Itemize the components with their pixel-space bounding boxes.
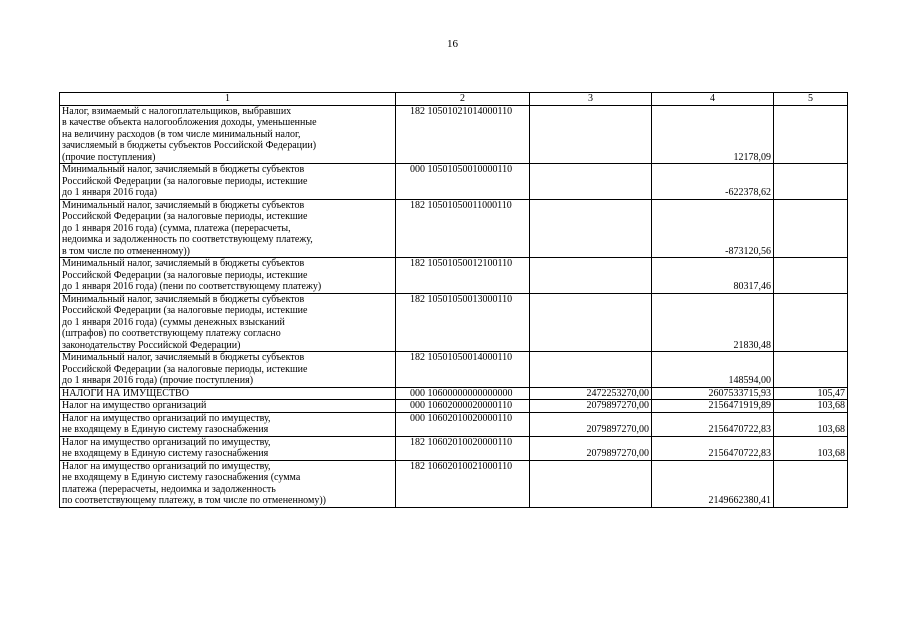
row-plan-cell (530, 199, 652, 258)
row-name-line: Российской Федерации (за налоговые периоды, истекшие (62, 269, 308, 281)
row-plan-cell (530, 258, 652, 294)
row-actual-cell: 2156470722,83 (652, 436, 774, 460)
row-name-cell (60, 258, 396, 294)
row-name-line: до 1 января 2016 года) (62, 187, 158, 198)
row-name-line: не входящему в Единую систему газоснабжения (сумма (62, 472, 301, 483)
row-plan-cell: 2472253270,00 (530, 387, 652, 400)
row-actual-cell: 2149662380,41 (652, 460, 774, 507)
row-name-line: Российской Федерации (за налоговые периоды, истекшие (62, 211, 308, 222)
row-name-line: до 1 января 2016 года) (прочие поступления) (62, 375, 254, 386)
row-actual-cell: 12178,09 (652, 105, 774, 164)
row-name-cell (60, 460, 396, 507)
row-percent-cell (774, 352, 848, 388)
row-name-line: (прочие поступления) (62, 151, 156, 163)
row-name-line: Налог, взимаемый с налогоплательщиков, выбравших (62, 105, 292, 117)
row-plan-cell (530, 352, 652, 388)
table-header-row (60, 93, 848, 106)
row-name-line: до 1 января 2016 года) (сумма, платежа (перерасчеты, (62, 222, 291, 234)
row-percent-cell (774, 164, 848, 200)
table-row (60, 460, 848, 507)
row-actual-cell: 21830,48 (652, 293, 774, 352)
row-actual-cell: 2607533715,93 (652, 387, 774, 400)
row-code-cell: 000 10501050010000110 (396, 164, 530, 200)
table-row (60, 105, 848, 164)
row-plan-cell (530, 293, 652, 352)
table-row (60, 436, 848, 460)
row-percent-cell: 103,68 (774, 436, 848, 460)
table-row (60, 258, 848, 294)
row-name-line: Российской Федерации (за налоговые периоды, истекшие (62, 363, 308, 375)
row-name-line: Налог на имущество организаций по имуществу, (62, 460, 271, 472)
row-percent-cell (774, 105, 848, 164)
row-actual-cell: 2156471919,89 (652, 400, 774, 413)
row-name-line: Российской Федерации (за налоговые периоды, истекшие (62, 305, 308, 316)
row-name-line: Минимальный налог, зачисляемый в бюджеты субъектов (62, 293, 305, 305)
row-name-cell (60, 199, 396, 258)
row-code-cell: 182 10602010020000110 (396, 436, 530, 460)
row-actual-cell: -622378,62 (652, 164, 774, 200)
column-header: 2 (396, 93, 530, 106)
table-row (60, 199, 848, 258)
row-actual-cell: -873120,56 (652, 199, 774, 258)
row-code-cell: 000 10602010020000110 (396, 412, 530, 436)
table-row (60, 400, 848, 413)
row-percent-cell: 105,47 (774, 387, 848, 400)
row-name-line: до 1 января 2016 года) (пени по соответствующему платежу) (62, 281, 322, 292)
row-name-line: Налог на имущество организаций по имуществу, (62, 412, 271, 424)
row-name-line: в качестве объекта налогообложения доходы, уменьшенные (62, 117, 317, 128)
row-code-cell: 182 10501021014000110 (396, 105, 530, 164)
row-plan-cell (530, 105, 652, 164)
row-code-cell: 182 10501050011000110 (396, 199, 530, 258)
row-name-line: Налог на имущество организаций по имуществу, (62, 436, 271, 448)
column-header: 1 (60, 93, 396, 106)
row-name-cell (60, 352, 396, 388)
row-name-line: на величину расходов (в том числе минимальный налог, (62, 128, 301, 140)
row-plan-cell (530, 460, 652, 507)
row-percent-cell (774, 258, 848, 294)
row-percent-cell: 103,68 (774, 400, 848, 413)
row-name-line: зачисляемый в бюджеты субъектов Российской Федерации) (62, 140, 317, 151)
row-plan-cell: 2079897270,00 (530, 400, 652, 413)
row-name-line: Минимальный налог, зачисляемый в бюджеты субъектов (62, 164, 305, 175)
page-number: 16 (447, 38, 458, 50)
column-header: 4 (652, 93, 774, 106)
column-header: 3 (530, 93, 652, 106)
row-name-cell (60, 412, 396, 436)
row-percent-cell (774, 199, 848, 258)
row-name-cell (60, 105, 396, 164)
row-plan-cell (530, 164, 652, 200)
table-row (60, 164, 848, 200)
row-plan-cell: 2079897270,00 (530, 436, 652, 460)
row-percent-cell (774, 293, 848, 352)
row-name-line: (штрафов) по соответствующему платежу согласно (62, 328, 281, 339)
row-name-line: Минимальный налог, зачисляемый в бюджеты субъектов (62, 199, 305, 211)
row-plan-cell: 2079897270,00 (530, 412, 652, 436)
row-code-cell: 182 10501050014000110 (396, 352, 530, 388)
table-row (60, 412, 848, 436)
row-name-line: по соответствующему платежу, в том числе по отмененному)) (62, 495, 326, 506)
row-name-line: законодательству Российской Федерации) (62, 339, 241, 351)
revenue-table (59, 92, 848, 508)
row-name-cell (60, 164, 396, 200)
row-actual-cell: 80317,46 (652, 258, 774, 294)
row-code-cell: 182 10602010021000110 (396, 460, 530, 507)
row-name-cell (60, 400, 396, 413)
row-percent-cell (774, 460, 848, 507)
row-name-line: Минимальный налог, зачисляемый в бюджеты субъектов (62, 352, 305, 363)
row-name-line: Российской Федерации (за налоговые периоды, истекшие (62, 175, 308, 187)
row-name-cell (60, 387, 396, 400)
row-actual-cell: 2156470722,83 (652, 412, 774, 436)
row-name-cell (60, 293, 396, 352)
column-header: 5 (774, 93, 848, 106)
row-percent-cell: 103,68 (774, 412, 848, 436)
row-name-line: Минимальный налог, зачисляемый в бюджеты субъектов (62, 258, 305, 269)
table-row (60, 293, 848, 352)
row-name-line: не входящему в Единую систему газоснабжения (62, 448, 269, 459)
row-code-cell: 182 10501050013000110 (396, 293, 530, 352)
row-code-cell: 000 10600000000000000 (396, 387, 530, 400)
table-row (60, 387, 848, 400)
row-name-line: до 1 января 2016 года) (суммы денежных взысканий (62, 316, 285, 328)
row-name-line: НАЛОГИ НА ИМУЩЕСТВО (62, 387, 189, 399)
row-code-cell: 000 10602000020000110 (396, 400, 530, 413)
row-name-line: недоимка и задолженность по соответствующему платежу, (62, 234, 313, 245)
row-name-cell (60, 436, 396, 460)
row-actual-cell: 148594,00 (652, 352, 774, 388)
row-name-line: в том числе по отмененному)) (62, 245, 190, 257)
table-row (60, 352, 848, 388)
row-name-line: не входящему в Единую систему газоснабжения (62, 424, 269, 435)
row-code-cell: 182 10501050012100110 (396, 258, 530, 294)
row-name-line: платежа (перерасчеты, недоимка и задолженность (62, 483, 276, 495)
row-name-line: Налог на имущество организаций (62, 400, 207, 411)
